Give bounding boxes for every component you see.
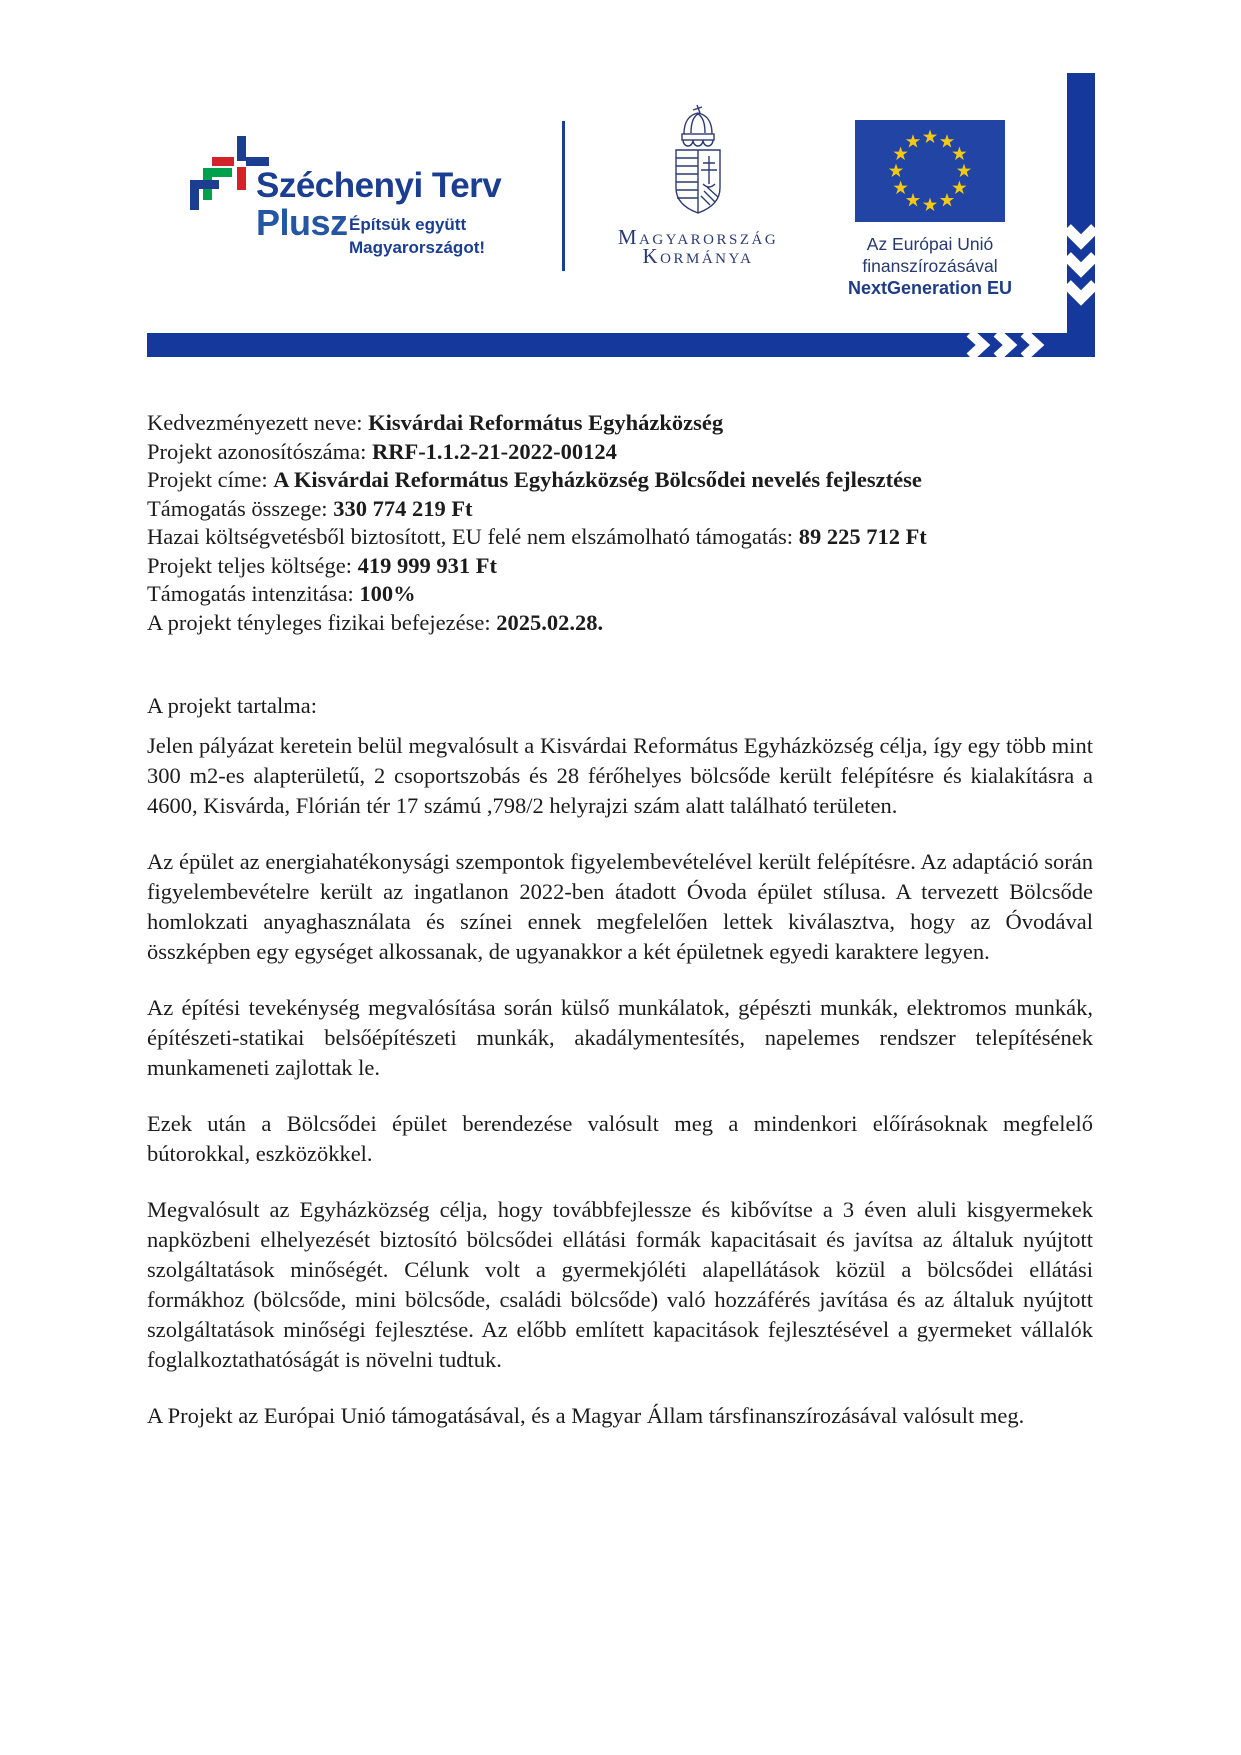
logo-tagline-line2: Magyarországot! [349,238,486,257]
paragraph: Jelen pályázat keretein belül megvalósult a Kisvárdai Református Egyházközség célja, így egy több mint 300 m2-es alapterületű, 2 csoportszobás és 28 férőhelyes bölcsőde került felépítésre és kialakításra a 4600, Kisvárda, Flórián tér 17 számú ,798/2 helyrajzi szám alatt található területen. [147,733,1093,818]
detail-value: 2025.02.28. [496,609,604,635]
chevron-down-icon [1067,228,1095,298]
hungary-coat-of-arms [670,104,726,222]
government-name-line2: Kormánya [642,244,754,268]
section-heading: A projekt tartalma: [147,693,317,718]
paragraph: Megvalósult az Egyházközség célja, hogy továbbfejlessze és kibővítse a 3 éven aluli kisgyermekek napközbeni elhelyezését biztosító bölcsődei ellátási formák kapacitásait és javítsa az általuk nyújtott szolgáltatások minőségét. Célunk volt a gyermekjóléti alapellátások közül a bölcsődei ellátási formákhoz (bölcsőde, mini bölcsőde, családi bölcsőde) való hozzáférés javítása és az általuk nyújtott szolgáltatások minőségi fejlesztése. Az előbb említett kapacitások fejlesztésével a gyermeket vállalók foglalkoztathatóságát is növelni tudtuk. [147,1197,1093,1372]
detail-value: RRF-1.1.2-21-2022-00124 [371,438,617,464]
detail-label: A projekt tényleges fizikai befejezése: [147,609,497,635]
chevron-right-icon [970,333,1037,357]
detail-row [147,552,1093,581]
project-details [147,409,1093,637]
project-description [147,731,1093,1457]
detail-row [147,609,1093,638]
szechenyi-terv-plusz-logo [188,130,518,260]
detail-label: Projekt azonosítószáma: [147,438,372,464]
header-horizontal-bar [147,333,1095,357]
detail-label: Kedvezményezett neve: [147,410,369,435]
detail-row [147,466,1093,495]
eu-flag-icon [855,120,1005,222]
detail-value: 330 774 219 Ft [333,495,473,521]
logo-tagline-line1: Építsük együtt [349,215,467,234]
detail-row [147,438,1093,467]
detail-row [147,495,1093,524]
paragraph: A Projekt az Európai Unió támogatásával, és a Magyar Állam társfinanszírozásával valósult meg. [147,1403,1025,1428]
paragraph: Az építési tevekénység megvalósítása során külső munkálatok, gépészti munkák, elektromos munkák, építészeti-statikai belsőépítészeti munkák, akadálymentesítés, napelemes rendszer telepítésének munkameneti zajlottak le. [147,995,1093,1080]
detail-value: Kisvárdai Református Egyházközség [368,410,724,435]
header-vertical-bar [1067,73,1095,357]
detail-value: 100% [359,581,416,606]
detail-label: Támogatás összege: [147,495,334,521]
paragraph: Az épület az energiahatékonysági szempontok figyelembevételével került felépítésre. Az adaptáció során figyelembevételre került az ingatlanon 2022-ben átadott Óvoda épület stílusa. A tervezett Bölcsőde homlokzati anyaghasználata és színei ennek megfelelően lettek kiválasztva, hogy az Óvodával összképben egy egységet alkossanak, de ugyanakkor a két épületnek egyedi karaktere legyen. [147,849,1093,964]
detail-label: Projekt teljes költsége: [147,552,358,578]
logo-divider [562,121,565,271]
eu-caption-line1: Az Európai Unió [866,234,994,254]
paragraph: Ezek után a Bölcsődei épület berendezése valósult meg a mindenkori előírásoknak megfelelő bútorokkal, eszközökkel. [147,1111,1093,1166]
detail-label: Hazai költségvetésből biztosított, EU felé nem elszámolható támogatás: [147,524,799,549]
detail-value: 89 225 712 Ft [798,524,927,549]
eu-funding-logo [830,120,1030,300]
detail-row [147,409,1093,438]
logo-title: Széchenyi Terv [256,166,502,205]
detail-label: Támogatás intenzitása: [147,581,360,606]
hungary-government-logo [598,104,798,266]
logo-tagline [349,213,485,259]
detail-value: 419 999 931 Ft [357,552,497,578]
detail-row [147,523,1093,552]
detail-value: A Kisvárdai Református Egyházközség Bölcsődei nevelés fejlesztése [273,467,922,492]
government-name-line1: Magyarország [617,225,779,249]
logo-subtitle: Plusz [256,202,348,243]
eu-caption-line2: finanszírozásával [862,256,998,276]
detail-label: Projekt címe: [147,467,274,492]
detail-row [147,580,1093,609]
eu-nextgeneration-label: NextGeneration EU [847,278,1013,298]
